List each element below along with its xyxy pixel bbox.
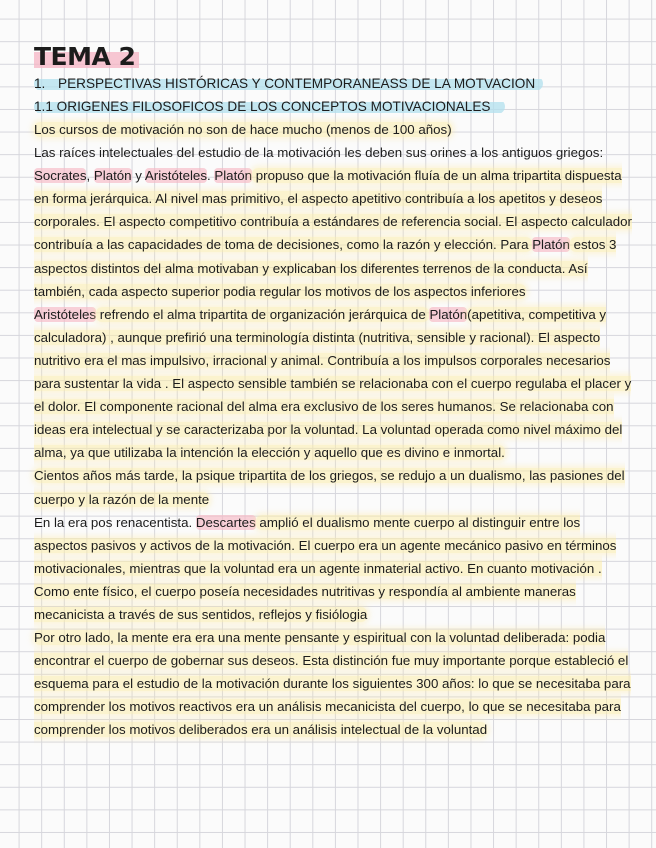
aristotle-text-b: (apetitiva, competitiva y calculadora) , aunque prefirió una terminología distinta (nutritiva, sensible y racional). El aspecto nutritivo era el mas impulsivo, irracional y animal. Contribuía a los impulsos corporales necesarios para sustentar la vida . El aspecto sensible también se relacionaba con el cuerpo regulaba el placer y el dolor. El componente racional del alma era exclusivo de los seres humanos. Se relacionaba con ideas era intelectual y se caracterizaba por la voluntad. La voluntad operada como nivel máximo del alma, ya que utilizaba la intención la elección y aquello que es divino e inmortal.: [34, 306, 632, 461]
name-highlight: Platón: [429, 306, 468, 322]
subsection-heading: [34, 95, 634, 118]
name-highlight: Socrates: [34, 168, 87, 184]
dualism-text: Cientos años más tarde, la psique tripartita de los griegos, se redujo a un dualismo, las pasiones del cuerpo y la razón de la mente: [34, 468, 625, 507]
aristotle-text-a: refrendo el alma tripartita de organización jerárquica de: [96, 306, 430, 322]
descartes-text-b: amplió el dualismo mente cuerpo al distinguir entre los aspectos pasivos y activos de la motivación. El cuerpo era un agente mecánico pasivo en términos motivacionales, mientras que la voluntad era un agente inmaterial activo. En cuanto motivación . Como ente físico, el cuerpo poseía necesidades nutritivas y respondía al ambiente maneras mecanicista a través de sus sentidos, reflejos y fisiólogia: [34, 514, 617, 622]
name-highlight: Aristóteles: [144, 168, 207, 184]
paragraph-intro: [34, 118, 634, 141]
descartes-text-a: En la era pos renacentista.: [34, 514, 196, 530]
separator: ,: [86, 168, 94, 184]
paragraph-descartes: [34, 511, 634, 626]
separator: y: [131, 168, 145, 184]
name-highlight: Platón: [214, 168, 253, 184]
separator: .: [206, 168, 215, 184]
paragraph-aristotle: [34, 303, 634, 465]
notes-page: [34, 40, 634, 742]
intro-text: Los cursos de motivación no son de hace mucho (menos de 100 años): [34, 122, 452, 137]
name-highlight: Platón: [93, 168, 132, 184]
section-number: 1.: [34, 76, 46, 91]
name-highlight: Descartes: [195, 514, 256, 530]
page-title: [34, 40, 139, 74]
section-heading: [34, 72, 634, 95]
greeks-text-b: propuso que la motivación fluía de un alma tripartita dispuesta en forma jerárquica. Al nivel mas primitivo, el aspecto apetitivo contribuía a los apetitos y deseos corporales. El aspecto competitivo contribuía a estándares de referencia social. El aspecto calculador contribuía a las capacidades de toma de decisiones, como la razón y elección. Para: [34, 168, 632, 253]
paragraph-dualism: [34, 464, 634, 510]
mind-text: Por otro lado, la mente era era una mente pensante y espiritual con la voluntad deliberada: podia encontrar el cuerpo de gobernar sus deseos. Esta distinción fue muy importante porque estableció el esquema para el estudio de la motivación durante los siguientes 300 años: lo que se necesitaba para comprender los motivos reactivos era un análisis mecanicista del cuerpo, lo que se necesitaba para comprender los motivos deliberados era un análisis intelectual de la voluntad: [34, 630, 631, 738]
title-text: TEMA 2: [34, 42, 139, 71]
section-heading-text: PERSPECTIVAS HISTÓRICAS Y CONTEMPORANEASS DE LA MOTVACION: [58, 76, 536, 91]
greeks-text-c: estos 3 aspectos distintos del alma motivaban y explicaban los diferentes terrenos de la conducta. Así también, cada aspecto superior podia regular los motivos de los aspectos inferiores: [34, 237, 617, 299]
subsection-heading-text: 1.1 ORIGENES FILOSOFICOS DE LOS CONCEPTOS MOTIVACIONALES: [34, 99, 505, 114]
paragraph-greeks: [34, 141, 634, 303]
name-highlight: Platón: [532, 237, 570, 253]
notes-body: [34, 118, 634, 742]
name-highlight: Aristóteles: [34, 306, 97, 322]
greeks-text-a: Las raíces intelectuales del estudio de la motivación les deben sus orines a los antiguos griegos:: [34, 145, 604, 161]
paragraph-mind: [34, 626, 634, 741]
section-heading-highlight: [34, 76, 543, 91]
